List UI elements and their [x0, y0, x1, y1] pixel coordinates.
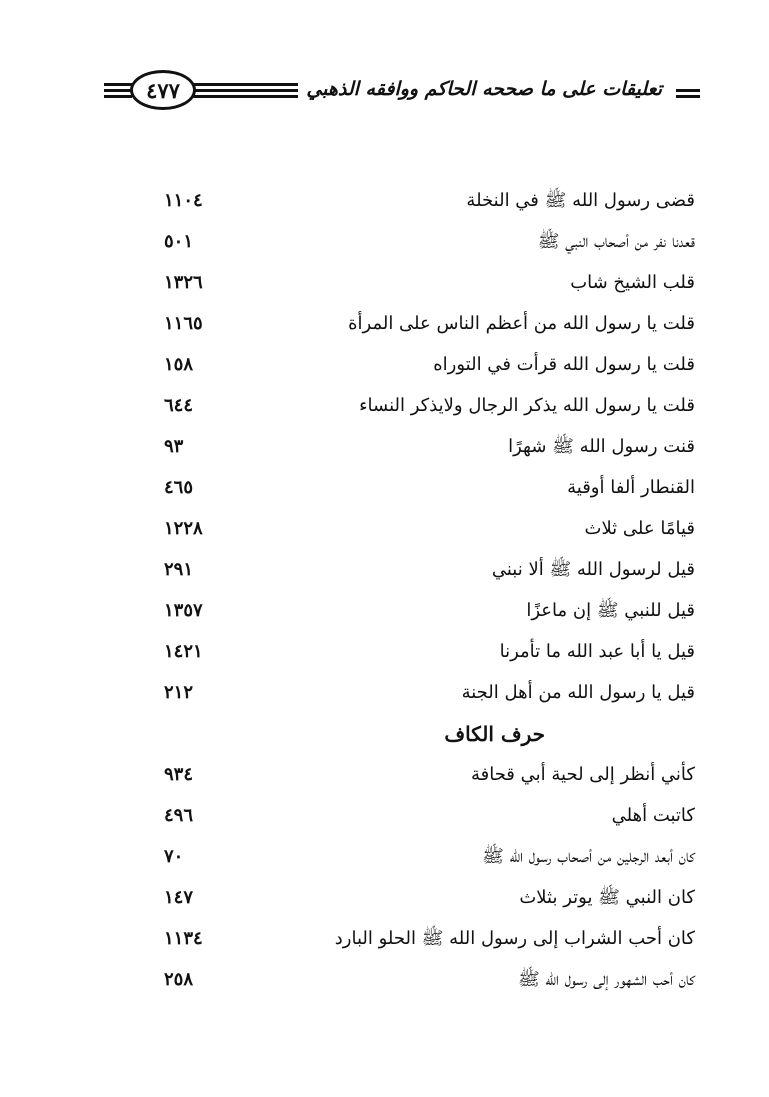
hadith-index-list	[150, 182, 695, 1002]
entry-page-number: ١١٠٤	[164, 190, 203, 211]
entry-page-number: ١٣٥٧	[164, 600, 203, 621]
entry-text: قنت رسول الله ﷺ شهرًا	[508, 436, 695, 457]
entry-page-number: ١١٦٥	[164, 313, 203, 334]
header-rule	[676, 89, 700, 92]
index-entry	[150, 674, 695, 715]
index-group-qaf	[150, 182, 695, 715]
page-header	[104, 68, 700, 112]
section-heading-text: حرف الكاف	[444, 722, 545, 746]
entry-page-number: ٤٦٥	[164, 477, 194, 498]
entry-text: كان النبي ﷺ يوتر بثلاث	[519, 887, 695, 908]
header-rule	[676, 95, 700, 98]
page-number: ٤٧٧	[130, 70, 196, 110]
entry-text: كان أبعد الرجلين من أصحاب رسول الله ﷺ	[482, 846, 695, 867]
entry-text: قيل للنبي ﷺ إن ماعزًا	[526, 600, 695, 621]
entry-text: كان أحب الشهور إلى رسول الله ﷺ	[518, 969, 695, 990]
header-rule	[104, 83, 132, 86]
index-entry	[150, 756, 695, 797]
header-rule	[104, 95, 132, 98]
index-entry	[150, 920, 695, 961]
entry-page-number: ٩٣	[164, 436, 184, 457]
entry-text: قلت يا رسول الله من أعظم الناس على المرأة	[348, 313, 695, 334]
index-entry	[150, 879, 695, 920]
entry-page-number: ١٤٧	[164, 887, 194, 908]
running-title: تعليقات على ما صححه الحاكم ووافقه الذهبي	[298, 74, 670, 104]
section-heading	[150, 715, 695, 756]
entry-text: كاتبت أهلي	[611, 805, 695, 826]
index-entry	[150, 633, 695, 674]
entry-text: قعدنا نفر من أصحاب النبي ﷺ	[537, 231, 695, 252]
entry-text: القنطار ألفا أوقية	[567, 477, 695, 498]
index-entry	[150, 797, 695, 838]
entry-page-number: ١١٣٤	[164, 928, 203, 949]
entry-text: قيل لرسول الله ﷺ ألا نبني	[491, 559, 695, 580]
entry-text: قلت يا رسول الله قرأت في التوراه	[433, 354, 695, 375]
index-entry	[150, 592, 695, 633]
entry-text: كأني أنظر إلى لحية أبي قحافة	[470, 764, 695, 785]
index-entry	[150, 387, 695, 428]
index-entry	[150, 223, 695, 264]
header-rule	[104, 89, 132, 92]
entry-text: قلب الشيخ شاب	[570, 272, 695, 293]
entry-page-number: ١٣٢٦	[164, 272, 203, 293]
index-entry	[150, 961, 695, 1002]
entry-page-number: ٥٠١	[164, 231, 194, 252]
index-entry	[150, 551, 695, 592]
entry-page-number: ٩٣٤	[164, 764, 194, 785]
index-entry	[150, 264, 695, 305]
entry-page-number: ٧٠	[164, 846, 184, 867]
entry-text: قيل يا رسول الله من أهل الجنة	[461, 682, 695, 703]
index-entry	[150, 428, 695, 469]
entry-page-number: ٤٩٦	[164, 805, 194, 826]
index-entry	[150, 510, 695, 551]
entry-page-number: ٢٩١	[164, 559, 194, 580]
entry-text: قضى رسول الله ﷺ في النخلة	[466, 190, 695, 211]
index-entry	[150, 346, 695, 387]
entry-page-number: ١٢٢٨	[164, 518, 203, 539]
entry-text: قيل يا أبا عبد الله ما تأمرنا	[499, 641, 695, 662]
index-entry	[150, 838, 695, 879]
index-group-kaf	[150, 756, 695, 1002]
index-entry	[150, 469, 695, 510]
entry-text: قلت يا رسول الله يذكر الرجال ولايذكر النساء	[359, 395, 695, 416]
entry-page-number: ١٥٨	[164, 354, 194, 375]
entry-page-number: ٢٥٨	[164, 969, 194, 990]
entry-page-number: ٢١٢	[164, 682, 194, 703]
entry-page-number: ١٤٢١	[164, 641, 203, 662]
entry-page-number: ٦٤٤	[164, 395, 194, 416]
index-entry	[150, 182, 695, 223]
entry-text: قيامًا على ثلاث	[584, 518, 695, 539]
index-entry	[150, 305, 695, 346]
entry-text: كان أحب الشراب إلى رسول الله ﷺ الحلو البارد	[334, 928, 695, 949]
